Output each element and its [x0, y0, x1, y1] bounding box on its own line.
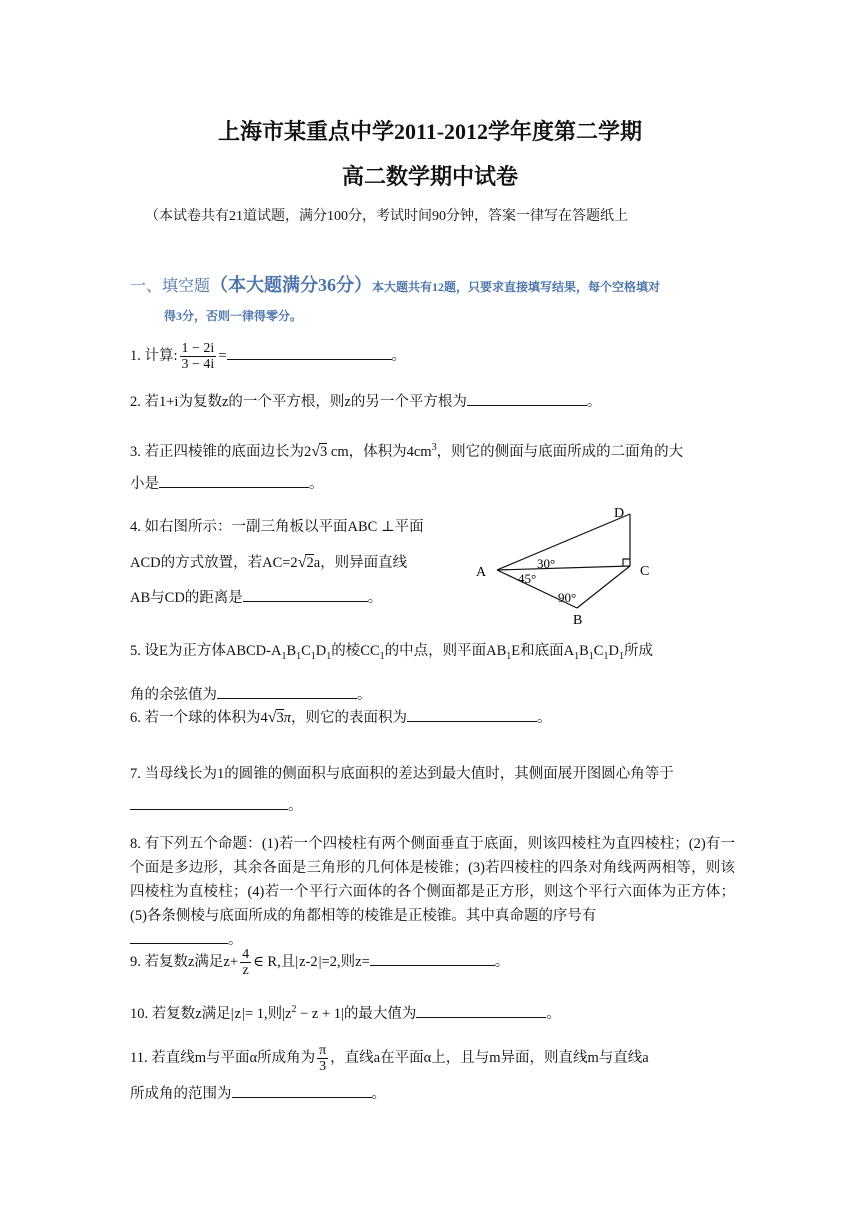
question-text: C — [301, 643, 311, 659]
superscript: 2 — [291, 1004, 297, 1015]
question-text: 若复数z满足 — [151, 1005, 231, 1022]
equals-sign: = — [218, 348, 227, 364]
numerator: π — [319, 1042, 327, 1058]
question-number: 8. — [130, 836, 141, 852]
period: 。 — [586, 394, 602, 410]
period: 。 — [391, 348, 407, 364]
label-a: A — [476, 565, 487, 580]
denominator: z — [242, 963, 249, 979]
question-6 — [130, 702, 735, 734]
answer-blank — [130, 795, 288, 810]
question-number: 6. — [130, 710, 141, 726]
angle-30-label: 30° — [537, 556, 556, 571]
question-number: 11. — [130, 1050, 148, 1066]
fraction — [317, 1043, 328, 1075]
subscript: 1 — [618, 650, 624, 662]
denominator: 3 — [319, 1059, 327, 1075]
question-text: ACD的方式放置，若AC=2 — [130, 555, 298, 571]
question-text: 的中点，则平面AB — [384, 643, 507, 659]
question-number: 2. — [130, 394, 141, 410]
pi-symbol: π — [283, 710, 292, 726]
question-text: E和底面A — [511, 643, 575, 659]
answer-blank — [159, 473, 309, 488]
question-text: 若正四棱锥的底面边长为2 — [144, 443, 312, 460]
period: 。 — [537, 710, 552, 726]
right-angle-mark — [623, 559, 630, 566]
answer-blank — [217, 684, 357, 699]
question-text: D — [608, 643, 619, 659]
absolute-value: z-2 — [299, 954, 318, 970]
answer-blank — [467, 391, 587, 406]
question-text: 如右图所示：一副三角板以平面ABC ⊥平面 — [144, 519, 424, 535]
period: 。 — [309, 475, 324, 492]
question-text: ∈ R,且 — [253, 954, 296, 970]
radicand: 2 — [306, 555, 314, 571]
answer-blank — [370, 951, 495, 966]
denominator: 3 − 4i — [181, 357, 215, 373]
subscript: 1 — [379, 650, 385, 662]
question-1 — [130, 340, 735, 373]
exam-instructions: （本试卷共有21道试题，满分100分，考试时间90分钟，答案一律写在答题纸上 — [145, 209, 628, 224]
absolute-value: z — [285, 1005, 292, 1022]
subscript: 1 — [326, 650, 332, 662]
question-11 — [130, 1040, 735, 1112]
question-text: 若一个球的体积为4 — [144, 710, 268, 726]
answer-blank — [243, 587, 368, 602]
question-text: 小是 — [130, 475, 159, 492]
question-text: = 1,则 — [244, 1005, 283, 1022]
period: 。 — [546, 1005, 561, 1022]
question-text: 若1+i为复数z的一个平方根，则z的另一个平方根为 — [144, 394, 467, 410]
answer-blank — [227, 345, 392, 360]
period: 。 — [367, 590, 383, 606]
answer-blank — [407, 707, 537, 722]
label-b: B — [573, 613, 583, 628]
exam-title: 上海市某重点中学2011-2012学年度第二学期 — [217, 119, 643, 144]
answer-blank — [232, 1083, 372, 1098]
question-3 — [130, 432, 735, 500]
question-text: 设E为正方体ABCD-A — [144, 643, 282, 659]
question-text: 所成角的范围为 — [130, 1086, 232, 1102]
period: 。 — [288, 798, 303, 814]
question-text: 若复数z满足z+ — [144, 954, 239, 970]
question-text: =2,则z= — [321, 954, 370, 970]
question-number: 10. — [130, 1005, 149, 1022]
section-header — [130, 268, 730, 328]
question-text: 当母线长为1的圆锥的侧面积与底面积的差达到最大值时，其侧面展开图圆心角等于 — [144, 766, 674, 782]
period: 。 — [371, 1086, 386, 1102]
section-desc-1: 本大题共有12题，只要求直接填写结果，每个空格填对 — [372, 280, 661, 294]
subscript: 1 — [506, 650, 512, 662]
answer-blank — [416, 1003, 546, 1018]
question-text: a，则异面直线 — [313, 555, 408, 571]
question-text: D — [315, 643, 327, 659]
question-number: 7. — [130, 766, 141, 782]
triangle-figure — [470, 500, 670, 630]
edge-bc — [577, 566, 630, 608]
subscript: 1 — [281, 650, 287, 662]
sqrt-sign: √ — [297, 554, 307, 571]
superscript: 3 — [431, 442, 437, 453]
question-text: B — [579, 643, 589, 659]
absolute-value: − z + 1 — [296, 1005, 342, 1022]
radicand: 3 — [320, 443, 328, 460]
numerator: 4 — [242, 946, 250, 962]
question-text: 的棱CC — [331, 643, 380, 659]
exam-subtitle: 高二数学期中试卷 — [341, 164, 518, 189]
question-text: B — [286, 643, 297, 659]
label-d: D — [614, 506, 625, 521]
answer-blank — [130, 929, 228, 944]
question-number: 3. — [130, 443, 141, 460]
period: 。 — [228, 932, 243, 948]
question-text: 的最大值为 — [343, 1005, 417, 1022]
question-number: 4. — [130, 519, 141, 535]
fraction — [240, 947, 251, 979]
absolute-value: z — [234, 1005, 242, 1022]
fraction — [180, 341, 217, 373]
subscript: 1 — [310, 650, 316, 662]
question-text: AB与CD的距离是 — [130, 590, 243, 606]
angle-45-label: 45° — [518, 571, 537, 586]
subscript: 1 — [603, 650, 609, 662]
question-number: 9. — [130, 954, 141, 970]
question-text: 有下列五个命题：(1)若一个四棱柱有两个侧面垂直于底面，则该四棱柱为直四棱柱；(2)有一个面是多边形，其余各面是三角形的几何体是棱锥；(3)若四棱柱的四条对角线两两相等，则该四棱柱为直棱柱；(4)若一个平行六面体的各个侧面都是正方形，则这个平行六面体为正方体；(5)各条侧棱与底面所成的角都相等的棱锥是正棱锥。其中真命题的序号有 — [130, 836, 736, 924]
edge-ac — [497, 566, 630, 570]
question-text: ，则它的表面积为 — [291, 710, 408, 726]
section-desc-2: 得3分，否则一律得零分。 — [164, 309, 303, 323]
question-4 — [130, 510, 470, 616]
radicand: 3 — [276, 710, 284, 726]
question-text: ，直线a在平面α上，且与m异面，则直线m与直线a — [330, 1050, 649, 1066]
period: 。 — [494, 954, 510, 970]
question-number: 5. — [130, 643, 141, 659]
sqrt-sign: √ — [267, 709, 277, 726]
label-c: C — [640, 564, 650, 579]
question-text: C — [593, 643, 604, 659]
question-text: cm，体积为4cm — [330, 443, 432, 460]
question-10: 10. 若复数z满足|z|= 1,则$|z^2 - z + 1|$的最大值为 。 — [130, 1004, 561, 1022]
angle-90-label: 90° — [558, 590, 577, 605]
question-text: ，则它的侧面与底面所成的二面角的大 — [436, 443, 684, 460]
section-prefix: 一、填空题 — [130, 278, 211, 295]
question-number: 1. — [130, 348, 141, 364]
subscript: 1 — [574, 650, 580, 662]
edge-ad — [497, 514, 630, 570]
question-text: 角的余弦值为 — [130, 686, 217, 703]
subscript: 1 — [296, 650, 302, 662]
subscript: 1 — [588, 650, 594, 662]
section-title: （本大题满分36分） — [210, 275, 373, 295]
question-text: 计算: — [144, 348, 178, 364]
question-text: 若直线m与平面α所成角为 — [151, 1050, 316, 1066]
numerator: 1 − 2i — [181, 340, 215, 356]
question-text: 所成 — [623, 643, 653, 659]
question-2 — [130, 386, 735, 418]
question-7 — [130, 758, 735, 822]
question-9: 9. 若复数z满足z+ $\frac{4}{z}$ ∈ R,且|z-2|=2,则z= 。 — [130, 946, 510, 979]
sqrt-sign: √ — [311, 442, 321, 460]
question-8 — [130, 832, 735, 952]
period: 。 — [357, 686, 372, 703]
